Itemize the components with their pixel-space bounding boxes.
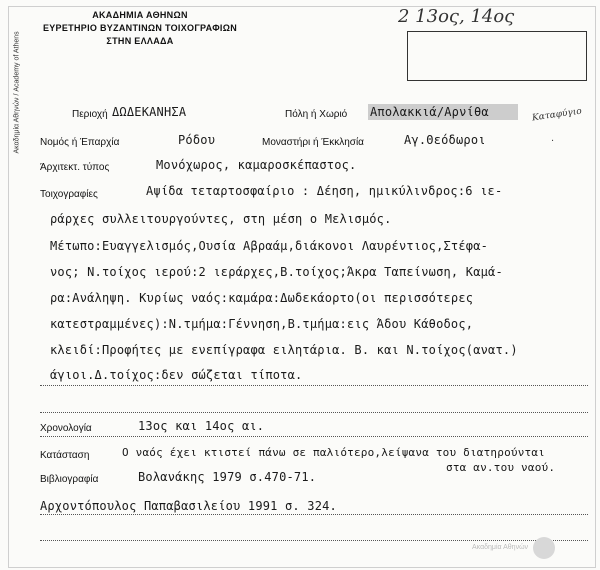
dotted-rule [40,436,588,437]
poli-handwritten-note: Καταφύγιο [531,106,583,124]
side-archive-label: Ακαδημία Αθηνών / Academy of Athens [13,31,21,154]
periochi-value: ΔΩΔΕΚΑΝΗΣΑ [112,105,187,119]
dotted-rule [40,540,588,541]
stamp-caption: Ακαδημία Αθηνών [472,544,529,551]
vivliografia-label: Βιβλιογραφία [40,474,99,485]
reference-box [407,31,587,81]
katastasi-label: Κατάσταση [40,450,90,461]
moni-value: Αγ.Θεόδωροι [404,133,486,147]
chronologia-value: 13ος και 14ος αι. [138,419,265,433]
toichografies-line: κατεστραμμένες):Ν.τμήμα:Γέννηση,Β.τμήμα:εις Άδου Κάθοδος, [50,317,474,331]
toichografies-line: Μέτωπο:Ευαγγελισμός,Ουσία Αβραάμ,διάκονοι Λαυρέντιος,Στέφα- [50,239,489,253]
dotted-rule [40,385,588,386]
nomos-value: Ρόδου [178,133,216,147]
typos-label: Άρχιτεκτ. τύπος [40,162,110,173]
chronologia-label: Χρονολογία [40,423,92,434]
poli-value: Απολακκιά/Αρνίθα [370,105,489,119]
toichografies-line: Αψίδα τεταρτοσφαίριο : Δέηση, ημικύλινδρος:6 ιε- [146,184,503,198]
vivliografia-extra: Αρχοντόπουλος Παπαβασιλείου 1991 σ. 324. [40,499,337,513]
toichografies-line: κλειδί:Προφήτες με ενεπίγραφα ειλητάρια. Β. και Ν.τοίχος(ανατ.) [50,343,518,357]
katastasi-value-line-1: Ο ναός έχει κτιστεί πάνω σε παλιότερο,λείψανα του διατηρούνται [122,446,545,459]
periochi-label: Περιοχή [72,109,108,120]
typos-value: Μονόχωρος, καμαροσκέπαστος. [156,158,357,172]
toichografies-line: νος; Ν.τοίχος ιερού:2 ιεράρχες,Β.τοίχος;Άκρα Ταπείνωση, Καμά- [50,265,503,279]
dotted-rule [40,412,588,413]
vivliografia-value: Βολανάκης 1979 σ.470-71. [138,470,317,484]
toichografies-line: ράρχες συλλειτουργούντες, στη μέση ο Μελισμός. [50,212,392,226]
dotted-rule [40,514,588,515]
institution-line-3: ΣΤΗΝ ΕΛΛΑΔΑ [106,36,174,46]
reference-number-handwritten: 2 13ος, 14ος [398,6,515,27]
nomos-label: Νομός ή Έπαρχία [40,137,120,148]
institution-line-2: ΕΥΡΕΤΗΡΙΟ ΒΥΖΑΝΤΙΝΩΝ ΤΟΙΧΟΓΡΑΦΙΩΝ [42,23,238,33]
academy-seal-icon [533,537,555,559]
institution-line-1: ΑΚΑΔΗΜΙΑ ΑΘΗΝΩΝ [92,10,188,20]
trailing-dot: . [551,132,555,144]
katastasi-value-line-2: στα αν.του ναού. [446,461,556,474]
toichografies-label: Τοιχογραφίες [40,189,98,200]
toichografies-line: ρα:Ανάληψη. Κυρίως ναός:καμάρα:Δωδεκάορτο(οι περισσότερες [50,291,474,305]
toichografies-line: άγιοι.Δ.τοίχος:δεν σώζεται τίποτα. [50,368,303,382]
poli-label: Πόλη ή Χωριό [285,109,348,120]
moni-label: Μοναστήρι ή Έκκλησία [262,137,364,148]
